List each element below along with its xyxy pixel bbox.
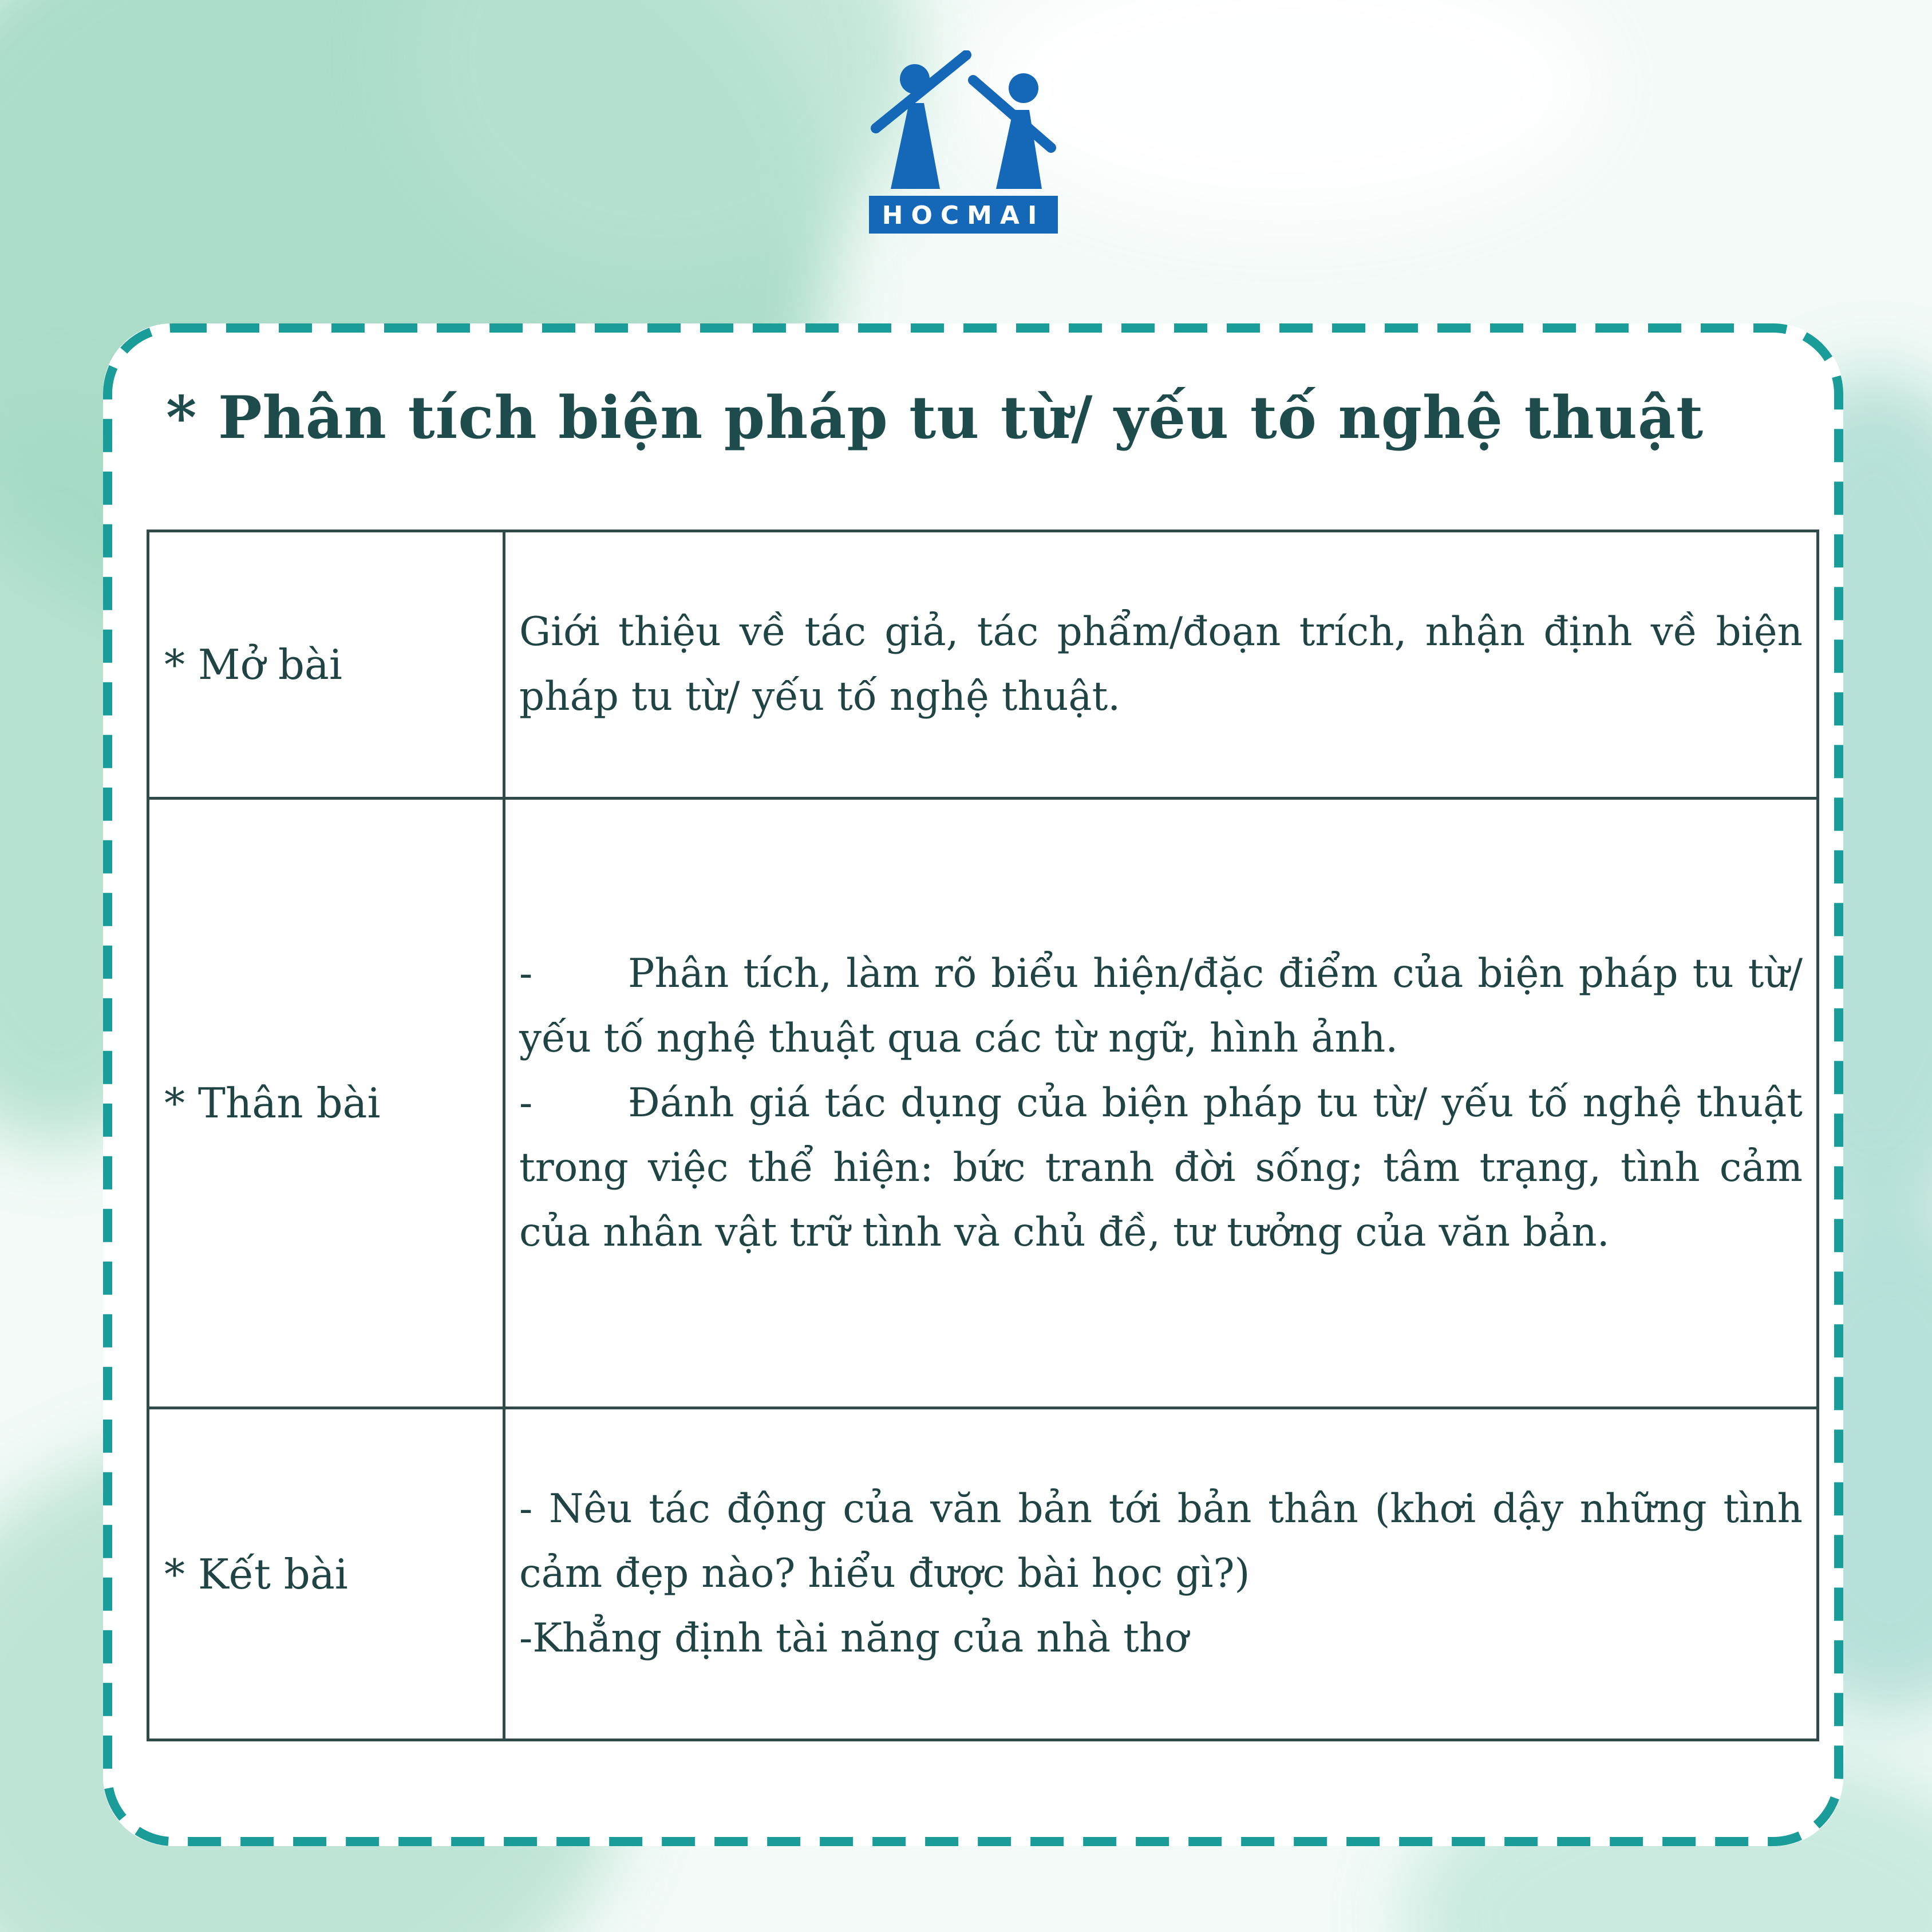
bullet-item [519, 942, 1803, 1071]
table-row [148, 799, 1818, 1408]
row-label: * Mở bài [148, 531, 504, 799]
logo-wordmark: HOCMAI [882, 201, 1045, 230]
bullet-item [519, 1071, 1803, 1265]
hocmai-logo [869, 50, 1058, 234]
table-row [148, 1408, 1818, 1740]
row-content [504, 531, 1818, 799]
table-row [148, 531, 1818, 799]
essay-outline-table [147, 530, 1819, 1741]
row-label: * Kết bài [148, 1408, 504, 1740]
row-content [504, 799, 1818, 1408]
content-line: -Khẳng định tài năng của nhà thơ [519, 1615, 1188, 1661]
content-line: - Nêu tác động của văn bản tới bản thân (khơi dậy những tình cảm đẹp nào? hiểu được bài học gì?) [519, 1486, 1803, 1597]
content-line: Giới thiệu về tác giả, tác phẩm/đoạn trích, nhận định về biện pháp tu từ/ yếu tố nghệ thuật. [519, 609, 1803, 720]
content-line: Phân tích, làm rõ biểu hiện/đặc điểm của biện pháp tu từ/ yếu tố nghệ thuật qua các từ ngữ, hình ảnh. [519, 950, 1803, 1061]
row-label: * Thân bài [148, 799, 504, 1408]
row-content [504, 1408, 1818, 1740]
page-title: * Phân tích biện pháp tu từ/ yếu tố nghệ thuật [166, 384, 1704, 452]
bullet-dash: - [519, 1080, 533, 1126]
content-line: Đánh giá tác dụng của biện pháp tu từ/ yếu tố nghệ thuật trong việc thể hiện: bức tranh đời sống; tâm trạng, tình cảm của nhân vật trữ tình và chủ đề, tư tưởng của văn bản. [519, 1080, 1803, 1255]
bullet-dash: - [519, 950, 533, 997]
